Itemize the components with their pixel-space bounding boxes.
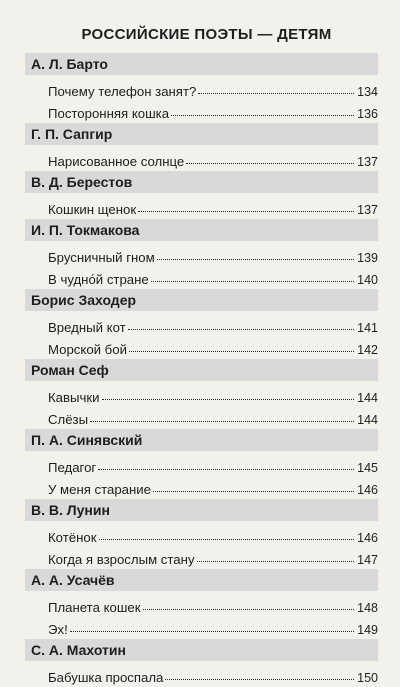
dot-leader	[102, 399, 354, 400]
poem-title: Котёнок	[48, 530, 97, 545]
toc-entry	[25, 523, 378, 545]
poem-list	[25, 521, 378, 569]
toc-entry	[25, 77, 378, 99]
page-number: 147	[357, 553, 378, 567]
poem-title: Бабушка проспала	[48, 670, 164, 685]
toc-entry	[25, 453, 378, 475]
page-number: 144	[357, 413, 378, 427]
toc-entry	[25, 663, 378, 685]
toc-list	[25, 53, 378, 687]
page-number: 148	[357, 601, 378, 615]
page-title: РОССИЙСКИЕ ПОЭТЫ — ДЕТЯМ	[81, 26, 332, 43]
author-heading: Г. П. Сапгир	[25, 123, 378, 145]
poem-title: Педагог	[48, 460, 97, 475]
poem-title: Кошкин щенок	[48, 202, 137, 217]
dot-leader	[198, 93, 354, 94]
poem-title: У меня старание	[48, 482, 152, 497]
dot-leader	[143, 609, 354, 610]
page-number: 137	[357, 155, 378, 169]
author-heading: П. А. Синявский	[25, 429, 378, 451]
dot-leader	[70, 631, 354, 632]
toc-entry	[25, 313, 378, 335]
page-number: 145	[357, 461, 378, 475]
page-number: 139	[357, 251, 378, 265]
poem-title: Почему телефон занят?	[48, 84, 197, 99]
poem-title: Слёзы	[48, 412, 89, 427]
dot-leader	[129, 351, 354, 352]
poem-title: В чудно́й стране	[48, 272, 149, 287]
dot-leader	[98, 469, 354, 470]
poem-list	[25, 451, 378, 499]
toc-entry	[25, 243, 378, 265]
toc-entry	[25, 615, 378, 637]
toc-entry	[25, 475, 378, 497]
dot-leader	[157, 259, 354, 260]
author-heading: С. А. Махотин	[25, 639, 378, 661]
toc-entry	[25, 195, 378, 217]
dot-leader	[153, 491, 354, 492]
poem-title: Вредный кот	[48, 320, 126, 335]
poem-list	[25, 241, 378, 289]
page-number: 136	[357, 107, 378, 121]
toc-entry	[25, 147, 378, 169]
poem-list	[25, 193, 378, 219]
page-number: 146	[357, 531, 378, 545]
page-number: 137	[357, 203, 378, 217]
poem-title: Когда я взрослым стану	[48, 552, 195, 567]
poem-list	[25, 75, 378, 123]
poem-title: Нарисованное солнце	[48, 154, 185, 169]
poem-title: Кавычки	[48, 390, 100, 405]
dot-leader	[151, 281, 354, 282]
poem-title: Морской бой	[48, 342, 127, 357]
author-heading: И. П. Токмакова	[25, 219, 378, 241]
poem-list	[25, 661, 378, 687]
toc-entry	[25, 265, 378, 287]
dot-leader	[165, 679, 354, 680]
toc-entry	[25, 383, 378, 405]
page-number: 134	[357, 85, 378, 99]
page-number: 142	[357, 343, 378, 357]
poem-list	[25, 591, 378, 639]
poem-title: Посторонняя кошка	[48, 106, 170, 121]
author-heading: Борис Заходер	[25, 289, 378, 311]
toc-entry	[25, 545, 378, 567]
author-heading: Роман Сеф	[25, 359, 378, 381]
toc-entry	[25, 335, 378, 357]
dot-leader	[128, 329, 354, 330]
poem-title: Брусничный гном	[48, 250, 155, 265]
page-number: 146	[357, 483, 378, 497]
toc-entry	[25, 593, 378, 615]
author-heading: А. А. Усачёв	[25, 569, 378, 591]
poem-title: Планета кошек	[48, 600, 141, 615]
author-heading: В. В. Лунин	[25, 499, 378, 521]
poem-title: Эх!	[48, 622, 68, 637]
page-number: 141	[357, 321, 378, 335]
page-number: 150	[357, 671, 378, 685]
page-number: 144	[357, 391, 378, 405]
toc-entry	[25, 405, 378, 427]
dot-leader	[197, 561, 355, 562]
page-number: 149	[357, 623, 378, 637]
author-heading: В. Д. Берестов	[25, 171, 378, 193]
page-number: 140	[357, 273, 378, 287]
dot-leader	[90, 421, 354, 422]
dot-leader	[138, 211, 354, 212]
poem-list	[25, 311, 378, 359]
poem-list	[25, 381, 378, 429]
dot-leader	[186, 163, 354, 164]
author-heading: А. Л. Барто	[25, 53, 378, 75]
dot-leader	[171, 115, 354, 116]
toc-entry	[25, 99, 378, 121]
dot-leader	[99, 539, 355, 540]
poem-list	[25, 145, 378, 171]
